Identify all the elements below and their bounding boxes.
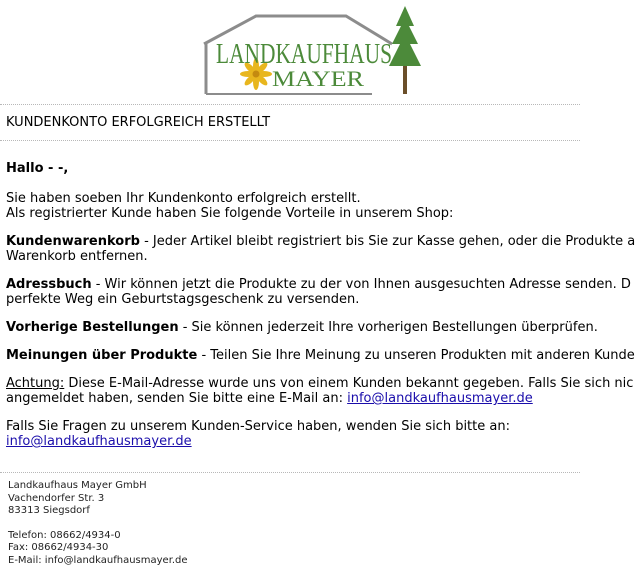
intro-paragraph	[6, 191, 580, 221]
service-email-link[interactable]: info@landkaufhausmayer.de	[6, 434, 192, 449]
benefit-label: Kundenwarenkorb	[6, 234, 140, 249]
header	[0, 0, 580, 100]
footer-city: 83313 Siegsdorf	[8, 505, 188, 518]
pine-tree-icon	[389, 6, 421, 94]
benefit-text: - Teilen Sie Ihre Meinung zu unseren Produkten mit anderen Kunde	[197, 348, 634, 363]
benefit-addressbook	[6, 277, 580, 307]
footer-phone: Telefon: 08662/4934-0	[8, 530, 188, 543]
attention-label: Achtung:	[6, 376, 64, 391]
benefit-label: Meinungen über Produkte	[6, 348, 197, 363]
attention-text: Diese E-Mail-Adresse wurde uns von einem Kunden bekannt gegeben. Falls Sie sich nic	[64, 376, 633, 391]
page-title: KUNDENKONTO ERFOLGREICH ERSTELLT	[6, 115, 270, 130]
service-text: Falls Sie Fragen zu unserem Kunden-Service haben, wenden Sie sich bitte an:	[6, 419, 510, 434]
service-paragraph	[6, 419, 580, 449]
benefit-text-cont: perfekte Weg ein Geburtstagsgeschenk zu versenden.	[6, 292, 359, 307]
benefit-label: Vorherige Bestellungen	[6, 320, 179, 335]
benefit-cart	[6, 234, 580, 264]
divider-footer	[0, 472, 580, 473]
logo-text-line2: MAYER	[272, 66, 364, 91]
footer-street: Vachendorfer Str. 3	[8, 493, 188, 506]
email-body	[6, 161, 580, 462]
benefit-text: - Jeder Artikel bleibt registriert bis Sie zur Kasse gehen, oder die Produkte a	[140, 234, 635, 249]
benefit-reviews	[6, 348, 580, 363]
greeting: Hallo - -,	[6, 161, 580, 176]
footer-email: E-Mail: info@landkaufhausmayer.de	[8, 555, 188, 567]
intro-line1: Sie haben soeben Ihr Kundenkonto erfolgreich erstellt.	[6, 191, 361, 206]
benefit-text: - Sie können jederzeit Ihre vorherigen Bestellungen überprüfen.	[179, 320, 598, 335]
footer-address	[8, 480, 188, 567]
attention-email-link[interactable]: info@landkaufhausmayer.de	[347, 391, 533, 406]
benefit-label: Adressbuch	[6, 277, 92, 292]
benefit-text-cont: Warenkorb entfernen.	[6, 249, 148, 264]
attention-text-cont: angemeldet haben, senden Sie bitte eine E-Mail an:	[6, 391, 347, 406]
benefit-orders	[6, 320, 580, 335]
footer-fax: Fax: 08662/4934-30	[8, 542, 188, 555]
logo-text-line1: LANDKAUFHAUS	[216, 39, 392, 70]
divider-title	[0, 140, 580, 141]
attention-paragraph	[6, 376, 580, 406]
divider-top	[0, 104, 580, 105]
benefit-text: - Wir können jetzt die Produkte zu der von Ihnen ausgesuchten Adresse senden. D	[92, 277, 631, 292]
footer-company: Landkaufhaus Mayer GmbH	[8, 480, 188, 493]
landkaufhaus-logo	[196, 4, 436, 98]
intro-line2: Als registrierter Kunde haben Sie folgende Vorteile in unserem Shop:	[6, 206, 453, 221]
